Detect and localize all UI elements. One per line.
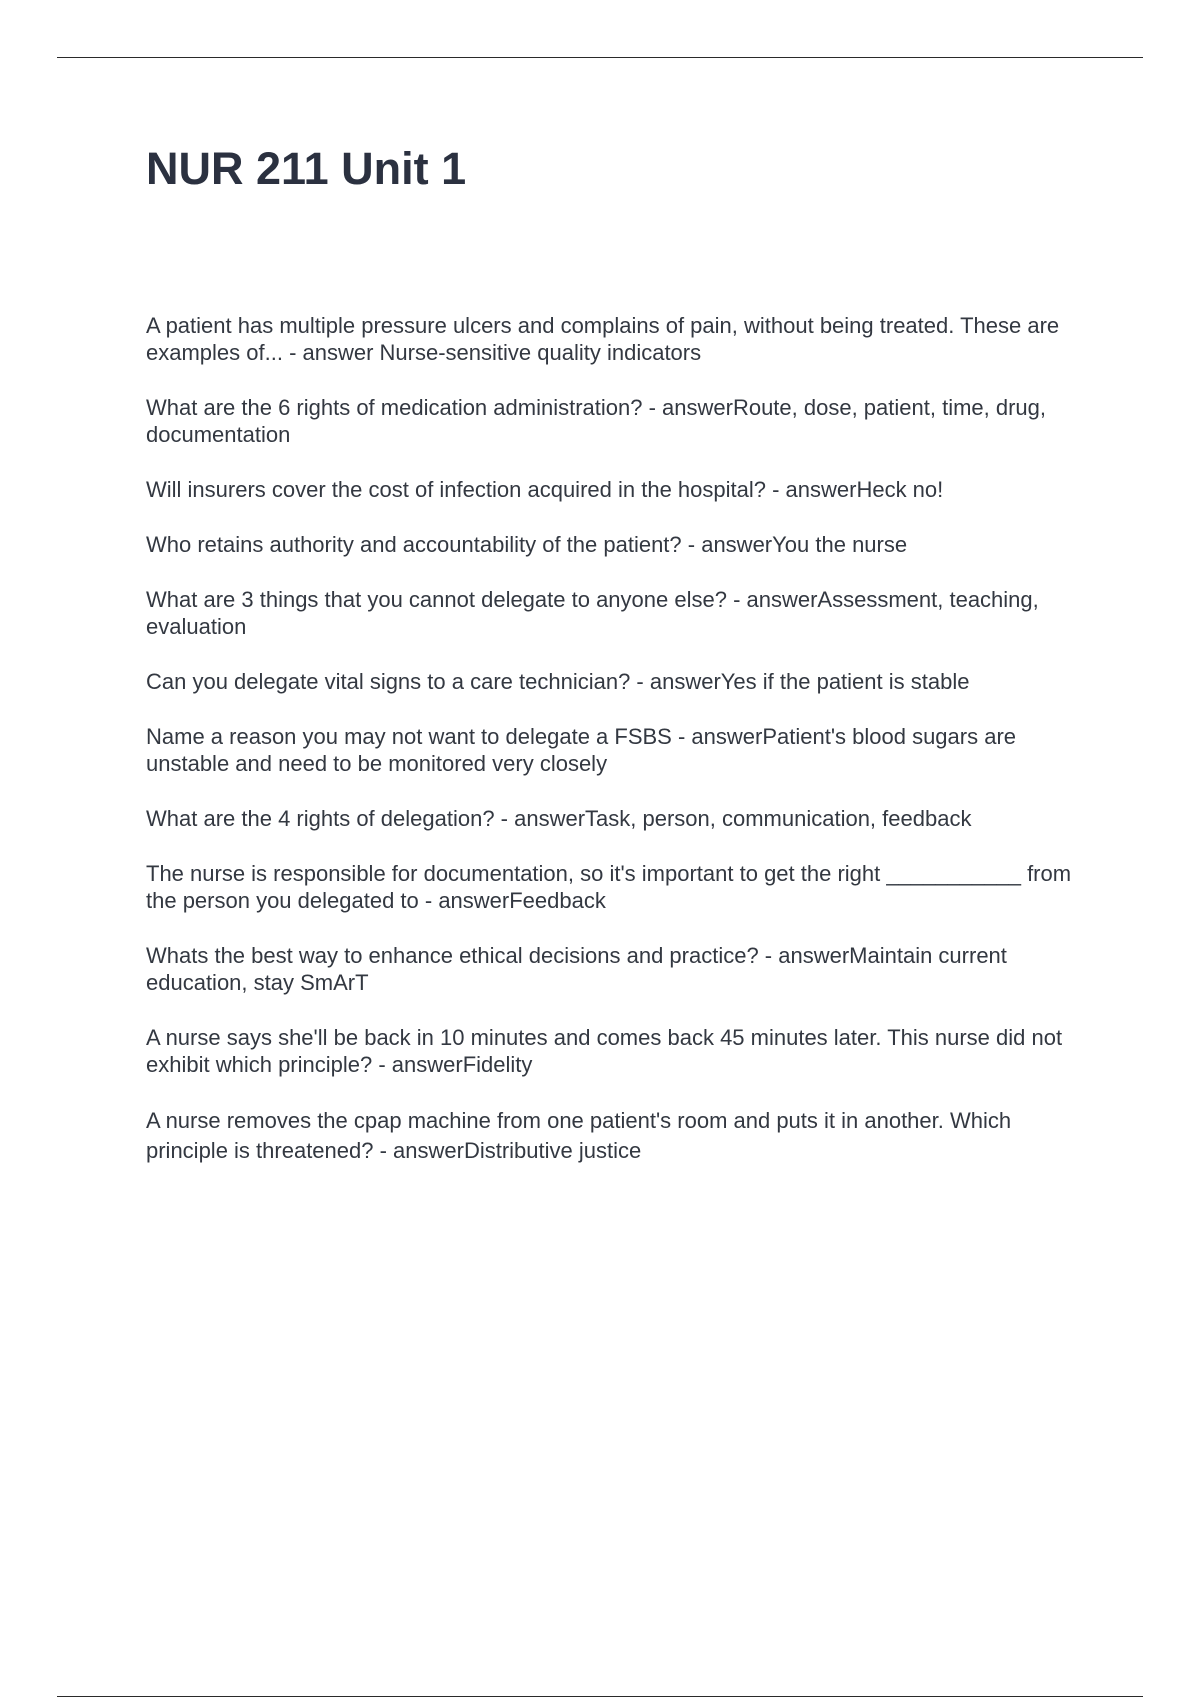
qa-item: Whats the best way to enhance ethical decisions and practice? - answerMaintain current education, stay SmArT: [146, 943, 1007, 995]
qa-item: Name a reason you may not want to delegate a FSBS - answerPatient's blood sugars are unstable and need to be monitored very closely: [146, 724, 1017, 776]
qa-item: Can you delegate vital signs to a care technician? - answerYes if the patient is stable: [146, 669, 970, 694]
qa-item: What are the 6 rights of medication administration? - answerRoute, dose, patient, time, drug, documentation: [146, 395, 1047, 447]
qa-list: [146, 312, 1086, 1194]
qa-item: Who retains authority and accountability of the patient? - answerYou the nurse: [146, 532, 908, 557]
qa-item: A patient has multiple pressure ulcers and complains of pain, without being treated. These are examples of... - answer Nurse-sensitive quality indicators: [146, 313, 1060, 365]
qa-item: Will insurers cover the cost of infection acquired in the hospital? - answerHeck no!: [146, 477, 944, 502]
top-divider: [57, 57, 1143, 58]
bottom-divider: [57, 1696, 1143, 1697]
document-title: NUR 211 Unit 1: [146, 143, 467, 194]
qa-item: What are the 4 rights of delegation? - answerTask, person, communication, feedback: [146, 806, 972, 831]
qa-item: What are 3 things that you cannot delegate to anyone else? - answerAssessment, teaching, evaluation: [146, 587, 1039, 639]
qa-item: A nurse says she'll be back in 10 minutes and comes back 45 minutes later. This nurse did not exhibit which principle? - answerFidelity: [146, 1025, 1063, 1077]
qa-item: A nurse removes the cpap machine from one patient's room and puts it in another. Which principle is threatened? - answerDistributive justice: [146, 1108, 1012, 1163]
qa-item: The nurse is responsible for documentation, so it's important to get the right ___________ from the person you delegated to - answerFeedback: [146, 861, 1072, 913]
